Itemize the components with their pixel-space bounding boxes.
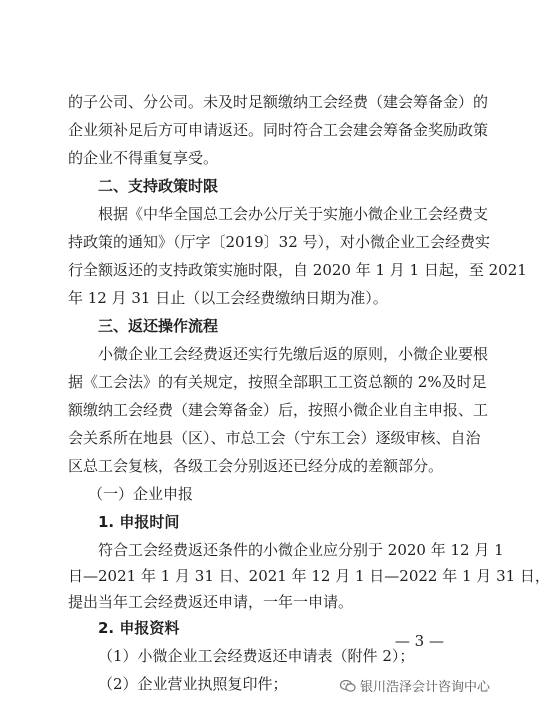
item2-line-1: （1）小微企业工会经费返还申请表（附件 2）；: [98, 647, 415, 665]
subsection-company-declaration: （一）企业申报: [88, 485, 194, 503]
section3-line-1: 小微企业工会经费返还实行先缴后返的原则，小微企业要根: [98, 345, 489, 363]
item1-heading: 1. 申报时间: [98, 513, 180, 531]
paragraph1-line-1: 的子公司、分公司。未及时足额缴纳工会经费（建会筹备金）的: [68, 93, 489, 111]
section2-heading: 二、支持政策时限: [98, 177, 219, 195]
section2-line-1: 根据《中华全国总工会办公厅关于实施小微企业工会经费支: [98, 205, 489, 223]
wechat-icon: [340, 679, 356, 693]
watermark-text: 银川浩泽会计咨询中心: [359, 680, 490, 695]
section2-line-2: 持政策的通知》（厅字〔2019〕32 号），对小微企业工会经费实: [68, 233, 491, 251]
section2-line-3: 行全额返还的支持政策实施时限，自 2020 年 1 月 1 日起，至 2021: [68, 261, 527, 279]
page-number: — 3 —: [394, 632, 444, 650]
section3-line-2: 据《工会法》的有关规定，按照全部职工工资总额的 2%及时足: [68, 373, 487, 391]
item2-heading: 2. 申报资料: [98, 619, 180, 637]
section3-line-5: 区总工会复核，各级工会分别返还已经分成的差额部分。: [68, 457, 444, 475]
item1-line-2: 日—2021 年 1 月 31 日、2021 年 12 月 1 日—2022 年 1 月 31 日，: [68, 567, 550, 585]
paragraph1-line-2: 企业须补足后方可申请返还。同时符合工会建会筹备金奖励政策: [68, 121, 489, 139]
section2-line-4: 年 12 月 31 日止（以工会经费缴纳日期为准）。: [68, 289, 388, 307]
section3-line-4: 会关系所在地县（区）、市总工会（宁东工会）逐级审核、自治: [68, 429, 481, 447]
item1-line-3: 提出当年工会经费返还申请，一年一申请。: [68, 593, 354, 611]
paragraph1-line-3: 的企业不得重复享受。: [68, 149, 219, 167]
section3-line-3: 额缴纳工会经费（建会筹备金）后，按照小微企业自主申报、工: [68, 401, 489, 419]
item2-line-2: （2）企业营业执照复印件；: [98, 675, 288, 693]
item1-line-1: 符合工会经费返还条件的小微企业应分别于 2020 年 12 月 1: [98, 541, 504, 559]
section3-heading: 三、返还操作流程: [98, 317, 219, 335]
watermark: [340, 676, 490, 695]
